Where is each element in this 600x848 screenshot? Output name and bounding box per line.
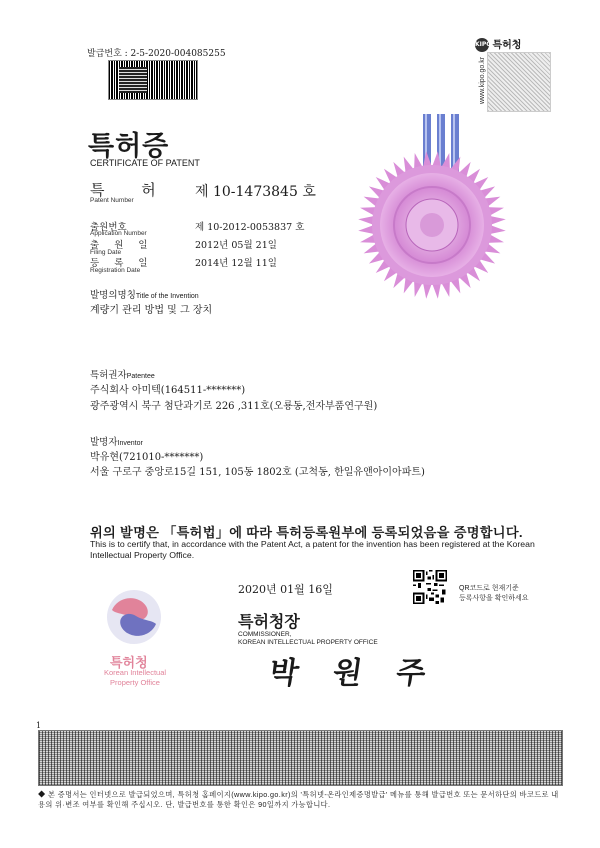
patentee-name: 주식회사 아미텍(164511-*******) — [90, 385, 246, 396]
inventor-label-kr: 발명자 — [90, 437, 118, 448]
certification-statement-en: This is to certify that, in accordance with the Patent Act, a patent for the invention has been registered at the Korean Intellectual Property Office. — [90, 539, 535, 560]
commissioner-en-line-2: KOREAN INTELLECTUAL PROPERTY OFFICE — [238, 639, 378, 646]
commissioner-signature: 박 원 주 — [267, 656, 440, 691]
security-seal-box — [487, 52, 551, 112]
filing-label-en: Filing Date — [90, 249, 122, 256]
certificate-title-en: CERTIFICATE OF PATENT — [90, 158, 200, 168]
document-barcode[interactable] — [38, 730, 563, 786]
inventor-address: 서울 구로구 중앙로15길 151, 105동 1802호 (고척동, 한일유앤아이아파트) — [90, 467, 425, 478]
qr-code-icon[interactable] — [413, 570, 447, 604]
commissioner-title-en — [238, 631, 378, 647]
office-name-en — [95, 668, 175, 688]
registration-label-en: Registration Date — [90, 267, 141, 274]
application-label-en: Application Number — [90, 230, 147, 237]
qr-note — [459, 584, 529, 604]
registration-label: 등 록 일 — [90, 258, 154, 269]
page-marker: 1 — [36, 721, 42, 730]
kipo-header-name: 특허청 — [492, 40, 522, 51]
invention-title-label — [90, 287, 199, 301]
inventor-label-en: Inventor — [117, 440, 143, 447]
registration-date: 2014년 12월 11일 — [195, 258, 277, 269]
patentee-label-en: Patentee — [126, 373, 155, 380]
issue-number: 발급번호 : 2-5-2020-004085255 — [87, 49, 226, 59]
kipo-badge-icon: KIPO — [475, 38, 489, 52]
inventor-name: 박유현(721010-*******) — [90, 452, 204, 463]
office-name-en-line-2: Property Office — [110, 678, 160, 687]
certification-statement: 위의 발명은 「특허법」에 따라 특허등록원부에 등록되었음을 증명합니다. — [90, 525, 523, 540]
invention-title-label-kr: 발명의명칭 — [90, 290, 136, 301]
patent-number: 제 10-1473845 호 — [195, 184, 316, 200]
inventor-label — [90, 434, 143, 448]
office-name-kr: 특허청 — [110, 655, 148, 670]
qr-note-line-2: 등록사항을 확인하세요 — [459, 595, 529, 602]
application-number: 제 10-2012-0053837 호 — [195, 222, 305, 233]
kipo-header-logo — [475, 36, 551, 52]
filing-label: 출 원 일 — [90, 240, 154, 251]
filing-date: 2012년 05월 21일 — [195, 240, 277, 251]
kipo-emblem-icon — [104, 588, 164, 646]
commissioner-title: 특허청장 — [238, 614, 300, 631]
official-seal-icon — [357, 150, 507, 300]
issue-date: 2020년 01월 16일 — [238, 583, 333, 596]
application-label: 출원번호 — [90, 222, 127, 233]
commissioner-en-line-1: COMMISSIONER, — [238, 631, 292, 638]
patentee-label-kr: 특허권자 — [90, 370, 127, 381]
patent-label-en: Patent Number — [90, 197, 134, 204]
patent-label: 특 허 — [90, 181, 172, 199]
invention-title: 계량기 관리 방법 및 그 장치 — [90, 305, 213, 316]
issue-barcode — [108, 60, 198, 100]
kipo-side-url: www.kipo.go.kr — [479, 56, 486, 104]
patentee-label — [90, 367, 155, 381]
patentee-address: 광주광역시 북구 첨단과기로 226 ,311호(오룡동,전자부품연구원) — [90, 401, 378, 412]
footer-notice: ◆ 본 증명서는 인터넷으로 발급되었으며, 특허청 홈페이지(www.kipo.go.kr)의 '특허넷-온라인제증명발급' 메뉴를 통해 발급번호 또는 문서하단의 바코드로 내용의 위·변조 여부를 확인해 주십시오. 단, 발급번호를 통한 확인은 90일까지 가능합니다. — [38, 790, 559, 809]
invention-title-label-en: Title of the Invention — [135, 293, 199, 300]
qr-note-line-1: QR코드로 현재기준 — [459, 585, 519, 592]
certificate-title: 특허증 — [88, 131, 170, 161]
office-name-en-line-1: Korean Intellectual — [103, 668, 167, 677]
